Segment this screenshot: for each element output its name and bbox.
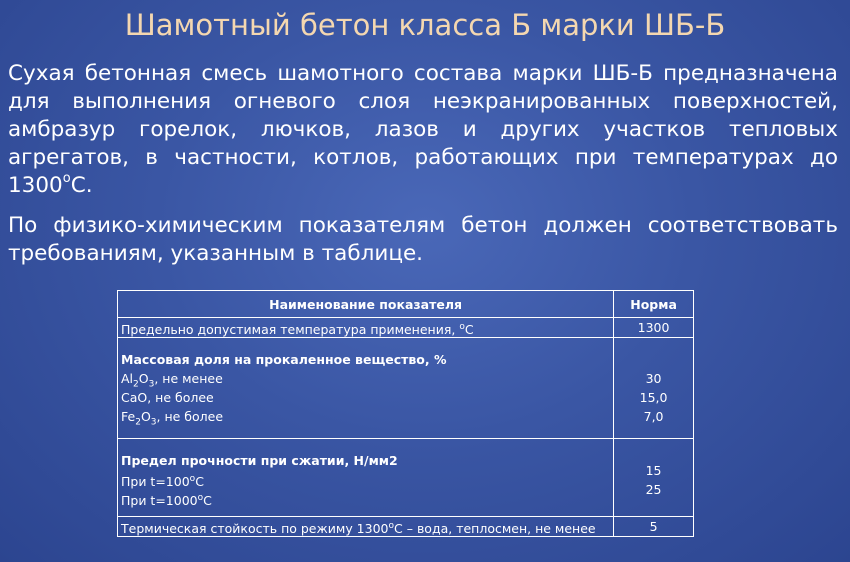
table-row xyxy=(118,318,694,338)
row-mass-fraction-values xyxy=(614,338,694,439)
row-thermal-value xyxy=(614,517,694,537)
row-thermal-name xyxy=(118,517,614,537)
thermal-value: 5 xyxy=(649,519,658,534)
row-mass-fraction-name xyxy=(118,338,614,439)
strength-t100-value: 15 xyxy=(645,463,662,478)
thermal-tail: С – вода, теплосмен, не менее xyxy=(394,521,596,537)
header-name: Наименование показателя xyxy=(118,291,614,318)
fe2o3-value: 7,0 xyxy=(643,409,664,424)
specification-table xyxy=(117,290,694,537)
description-text: Сухая бетонная смесь шамотного состава марки ШБ-Б предназначена для выполнения огневого слоя неэкранированных поверхностей, амбразур горелок, лючков, лазов и других участков тепловых агрегатов, в частности, котлов, работающих при температурах до 1300 xyxy=(8,61,838,198)
table-header-row xyxy=(118,291,694,318)
requirements-paragraph: По физико-химическим показателям бетон должен соответствовать требованиям, указанным в таблице. xyxy=(8,213,838,266)
temperature-value: 1300 xyxy=(637,320,670,335)
description-paragraph xyxy=(8,60,838,200)
table-row xyxy=(118,439,694,517)
strength-t1000-label: При $t=1000^оС$ xyxy=(121,493,212,509)
strength-t1000-value: 25 xyxy=(645,482,662,497)
table-row xyxy=(118,517,694,537)
temperature-degree: о xyxy=(459,322,465,332)
temperature-unit: С xyxy=(464,322,474,338)
temperature-label: Предельно допустимая температура применения, xyxy=(121,322,460,338)
thermal-degree: о xyxy=(388,521,395,531)
al2o3-value: 30 xyxy=(645,371,662,386)
table-row xyxy=(118,338,694,439)
mass-fraction-heading: Массовая доля на прокаленное вещество, % xyxy=(121,352,447,367)
fe2o3-label: $Fe_2O_3$, не более xyxy=(121,409,224,428)
cao-value: 15,0 xyxy=(639,390,668,405)
al2o3-label: $Al_2O_3$, не менее xyxy=(121,371,223,390)
cao-label: CaO, не более xyxy=(121,390,214,405)
degree-mark: о xyxy=(62,171,71,186)
description-tail: С. xyxy=(70,173,93,198)
row-temperature-value xyxy=(614,318,694,338)
strength-heading: Предел прочности при сжатии, Н/мм2 xyxy=(121,453,398,468)
row-strength-values xyxy=(614,439,694,517)
strength-t100-label: При $t=100^оС$ xyxy=(121,474,204,490)
thermal-label: Термическая стойкость по режиму 1300 xyxy=(121,521,389,537)
row-strength-name xyxy=(118,439,614,517)
row-temperature-name xyxy=(118,318,614,338)
slide-title: Шамотный бетон класса Б марки ШБ-Б xyxy=(124,8,726,42)
header-norm: Норма xyxy=(614,291,694,318)
